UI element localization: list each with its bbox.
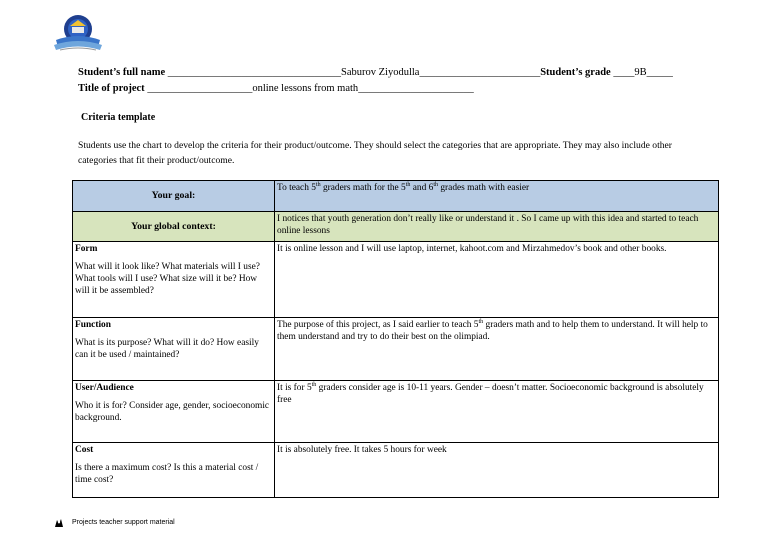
student-grade-label: Student’s grade <box>540 67 611 78</box>
project-title-label: Title of project <box>78 83 145 94</box>
intro-paragraph: Students use the chart to develop the criteria for their product/outcome. They should select the categories that are appropriate. They may also include other categories that fit their product/outcome. <box>78 140 672 166</box>
user-audience-heading: User/Audience <box>75 383 134 393</box>
student-name-label: Student’s full name <box>78 67 166 78</box>
form-prompt: What will it look like? What materials will I use? What tools will I use? What size will it be? How will it be assembled? <box>75 262 260 296</box>
global-context-row <box>73 212 719 242</box>
form-heading: Form <box>75 244 98 254</box>
function-answer: The purpose of this project, as I said earlier to teach 5th graders math and to help them to understand. It will help to them understand and try to do their best on the olimpiad. <box>275 318 719 381</box>
student-grade-value: 9B <box>634 67 647 78</box>
user-audience-row <box>73 381 719 443</box>
title-blank-after: ______________________ <box>358 83 474 94</box>
name-blank-after: _______________________ <box>419 67 541 78</box>
section-title: Criteria template <box>81 112 156 123</box>
project-title-line <box>78 83 474 94</box>
global-context-label: Your global context: <box>73 212 275 242</box>
cost-prompt: Is there a maximum cost? Is this a material cost / time cost? <box>75 463 259 485</box>
student-name-line <box>78 67 673 78</box>
form-row <box>73 242 719 318</box>
ib-logo-icon <box>54 518 64 528</box>
global-context-answer: I notices that youth generation don’t really like or understand it . So I came up with this idea and started to teach online lessons <box>275 212 719 242</box>
name-blank-before: _________________________________ <box>167 67 341 78</box>
criteria-table <box>72 180 719 498</box>
footer <box>54 519 175 526</box>
grade-blank-after: _____ <box>646 67 673 78</box>
school-logo <box>50 12 106 58</box>
user-audience-answer: It is for 5th graders consider age is 10-11 years. Gender – doesn’t matter. Socioeconomic background is absolutely free <box>275 381 719 443</box>
grade-blank-before: ____ <box>613 67 635 78</box>
user-audience-prompt: Who it is for? Consider age, gender, socioeconomic background. <box>75 401 270 423</box>
goal-row <box>73 181 719 212</box>
student-name-value: Saburov Ziyodulla <box>341 67 420 78</box>
cost-heading: Cost <box>75 445 94 455</box>
function-row <box>73 318 719 381</box>
footer-text: Projects teacher support material <box>72 519 175 526</box>
title-blank-before: ____________________ <box>147 83 253 94</box>
goal-answer: To teach 5th graders math for the 5th and 6th grades math with easier <box>275 181 719 212</box>
goal-label: Your goal: <box>73 181 275 212</box>
user-audience-cell <box>73 381 275 443</box>
form-cell <box>73 242 275 318</box>
function-prompt: What is its purpose? What will it do? How easily can it be used / maintained? <box>75 338 259 360</box>
form-answer: It is online lesson and I will use laptop, internet, kahoot.com and Mirzahmedov’s book and other books. <box>275 242 719 318</box>
cost-row <box>73 443 719 498</box>
project-title-value: online lessons from math <box>252 83 359 94</box>
cost-answer: It is absolutely free. It takes 5 hours for week <box>275 443 719 498</box>
cost-cell <box>73 443 275 498</box>
function-heading: Function <box>75 320 111 330</box>
function-cell <box>73 318 275 381</box>
